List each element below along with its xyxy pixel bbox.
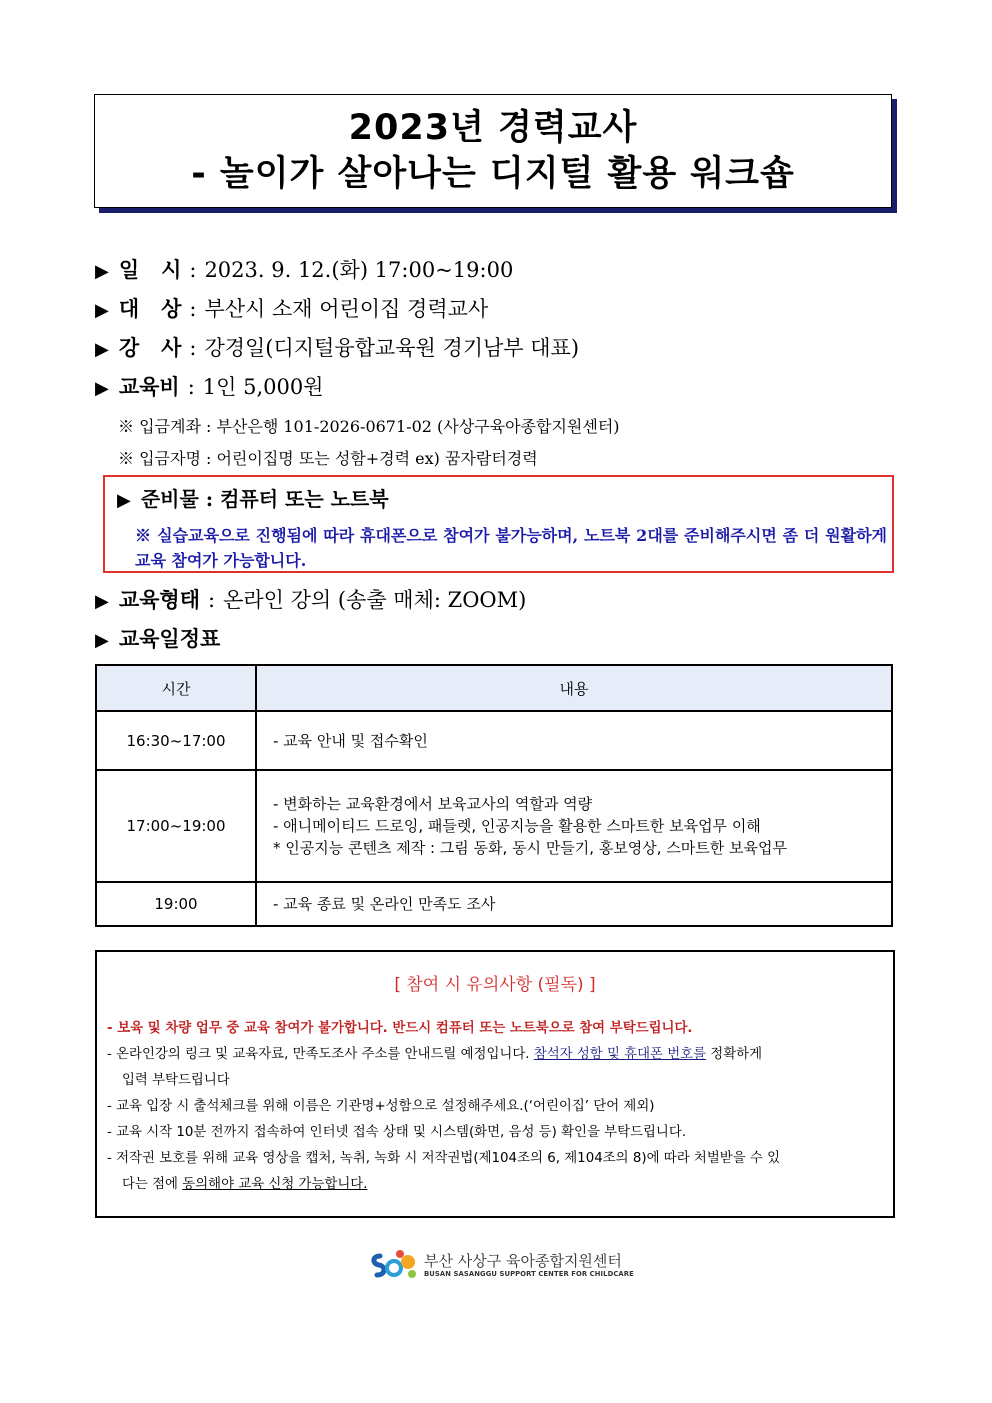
footer-name-ko: 부산 사상구 육아종합지원센터 xyxy=(424,1252,622,1270)
info-format: ▶ 교육형태 : 온라인 강의 (송출 매체: ZOOM) xyxy=(95,587,527,612)
table-row xyxy=(96,882,892,926)
title-line-1: 2023년 경력교사 xyxy=(348,108,638,148)
title-box xyxy=(94,94,892,208)
row-time: 17:00~19:00 xyxy=(96,770,256,882)
info-label: 대 상 xyxy=(118,296,182,321)
arrow-icon: ▶ xyxy=(95,339,109,360)
preparation-heading: ▶ 준비물 : 컴퓨터 또는 노트북 xyxy=(117,487,389,511)
title-line-2: - 놀이가 살아나는 디지털 활용 워크숍 xyxy=(191,154,795,194)
note-account: ※ 입금계좌 : 부산은행 101-2026-0671-02 (사상구육아종합지원센터) xyxy=(118,417,620,436)
notice-item: - 온라인강의 링크 및 교육자료, 만족도조사 주소를 안내드릴 예정입니다. 참석자 성함 및 휴대폰 번호를 정확하게 xyxy=(107,1047,763,1062)
row-content: - 교육 종료 및 온라인 만족도 조사 xyxy=(256,882,892,926)
notice-item-continued: 입력 부탁드립니다 xyxy=(122,1073,230,1088)
notice-box xyxy=(95,950,895,1218)
info-label: 교육형태 xyxy=(118,587,200,612)
info-value: 2023. 9. 12.(화) 17:00~19:00 xyxy=(204,258,514,282)
notice-item-continued: 다는 점에 동의해야 교육 신청 가능합니다. xyxy=(122,1177,368,1192)
arrow-icon: ▶ xyxy=(95,378,109,399)
info-value: 강경일(디지털융합교육원 경기남부 대표) xyxy=(204,336,580,360)
schedule-table xyxy=(95,664,893,927)
arrow-icon: ▶ xyxy=(95,630,109,651)
column-header-content: 내용 xyxy=(256,665,892,711)
table-header-row xyxy=(96,665,892,711)
column-header-time: 시간 xyxy=(96,665,256,711)
info-value: 부산시 소재 어린이집 경력교사 xyxy=(204,297,489,321)
arrow-icon: ▶ xyxy=(95,591,109,612)
notice-item: - 교육 입장 시 출석체크를 위해 이름은 기관명+성함으로 설정해주세요.(‘어린이집’ 단어 제외) xyxy=(107,1099,655,1114)
info-label: 일 시 xyxy=(118,257,182,282)
info-date: ▶ 일 시 : 2023. 9. 12.(화) 17:00~19:00 xyxy=(95,257,514,282)
preparation-note: ※ 실습교육으로 진행됨에 따라 휴대폰으로 참여가 불가능하며, 노트북 2대를 준비해주시면 좀 더 원활하게 교육 참여가 가능합니다. xyxy=(135,526,887,570)
row-time: 19:00 xyxy=(96,882,256,926)
info-fee: ▶ 교육비 : 1인 5,000원 xyxy=(95,374,324,399)
notice-item: - 교육 시작 10분 전까지 접속하여 인터넷 접속 상태 및 시스템(화면, 음성 등) 확인을 부탁드립니다. xyxy=(107,1125,687,1140)
notice-list xyxy=(107,1016,885,1198)
note-depositor: ※ 입금자명 : 어린이집명 또는 성함+경력 ex) 꿈자람터경력 xyxy=(118,449,538,468)
info-instructor: ▶ 강 사 : 강경일(디지털융합교육원 경기남부 대표) xyxy=(95,335,580,360)
row-content: - 변화하는 교육환경에서 보육교사의 역할과 역량 - 애니메이티드 드로잉, 패들렛, 인공지능을 활용한 스마트한 보육업무 이해 * 인공지능 콘텐츠 제작 : 그림 동화, 동시 만들기, 홍보영상, 스마트한 보육업무 xyxy=(256,770,892,882)
footer-name-en: BUSAN SASANGGU SUPPORT CENTER FOR CHILDCARE xyxy=(424,1270,634,1278)
notice-title: [ 참여 시 유의사항 (필독) ] xyxy=(394,975,596,995)
preparation-box xyxy=(103,475,894,573)
row-content: - 교육 안내 및 접수확인 xyxy=(256,711,892,770)
arrow-icon: ▶ xyxy=(95,261,109,282)
info-value: 1인 5,000원 xyxy=(202,375,324,399)
info-label: 강 사 xyxy=(118,335,182,360)
table-row xyxy=(96,770,892,882)
schedule-heading: ▶ 교육일정표 xyxy=(95,626,221,651)
info-value: 온라인 강의 (송출 매체: ZOOM) xyxy=(223,588,527,612)
arrow-icon: ▶ xyxy=(95,300,109,321)
notice-item: - 저작권 보호를 위해 교육 영상을 캡처, 녹취, 녹화 시 저작권법(제104조의 6, 제104조의 8)에 따라 처벌받을 수 있 xyxy=(107,1151,781,1166)
footer-logo xyxy=(370,1248,634,1282)
info-target: ▶ 대 상 : 부산시 소재 어린이집 경력교사 xyxy=(95,296,489,321)
notice-item: - 보육 및 차량 업무 중 교육 참여가 불가합니다. 반드시 컴퓨터 또는 노트북으로 참여 부탁드립니다. xyxy=(107,1021,693,1036)
center-logo-icon xyxy=(370,1248,418,1282)
arrow-icon: ▶ xyxy=(117,490,131,511)
row-time: 16:30~17:00 xyxy=(96,711,256,770)
table-row xyxy=(96,711,892,770)
info-label: 교육비 xyxy=(118,374,180,399)
